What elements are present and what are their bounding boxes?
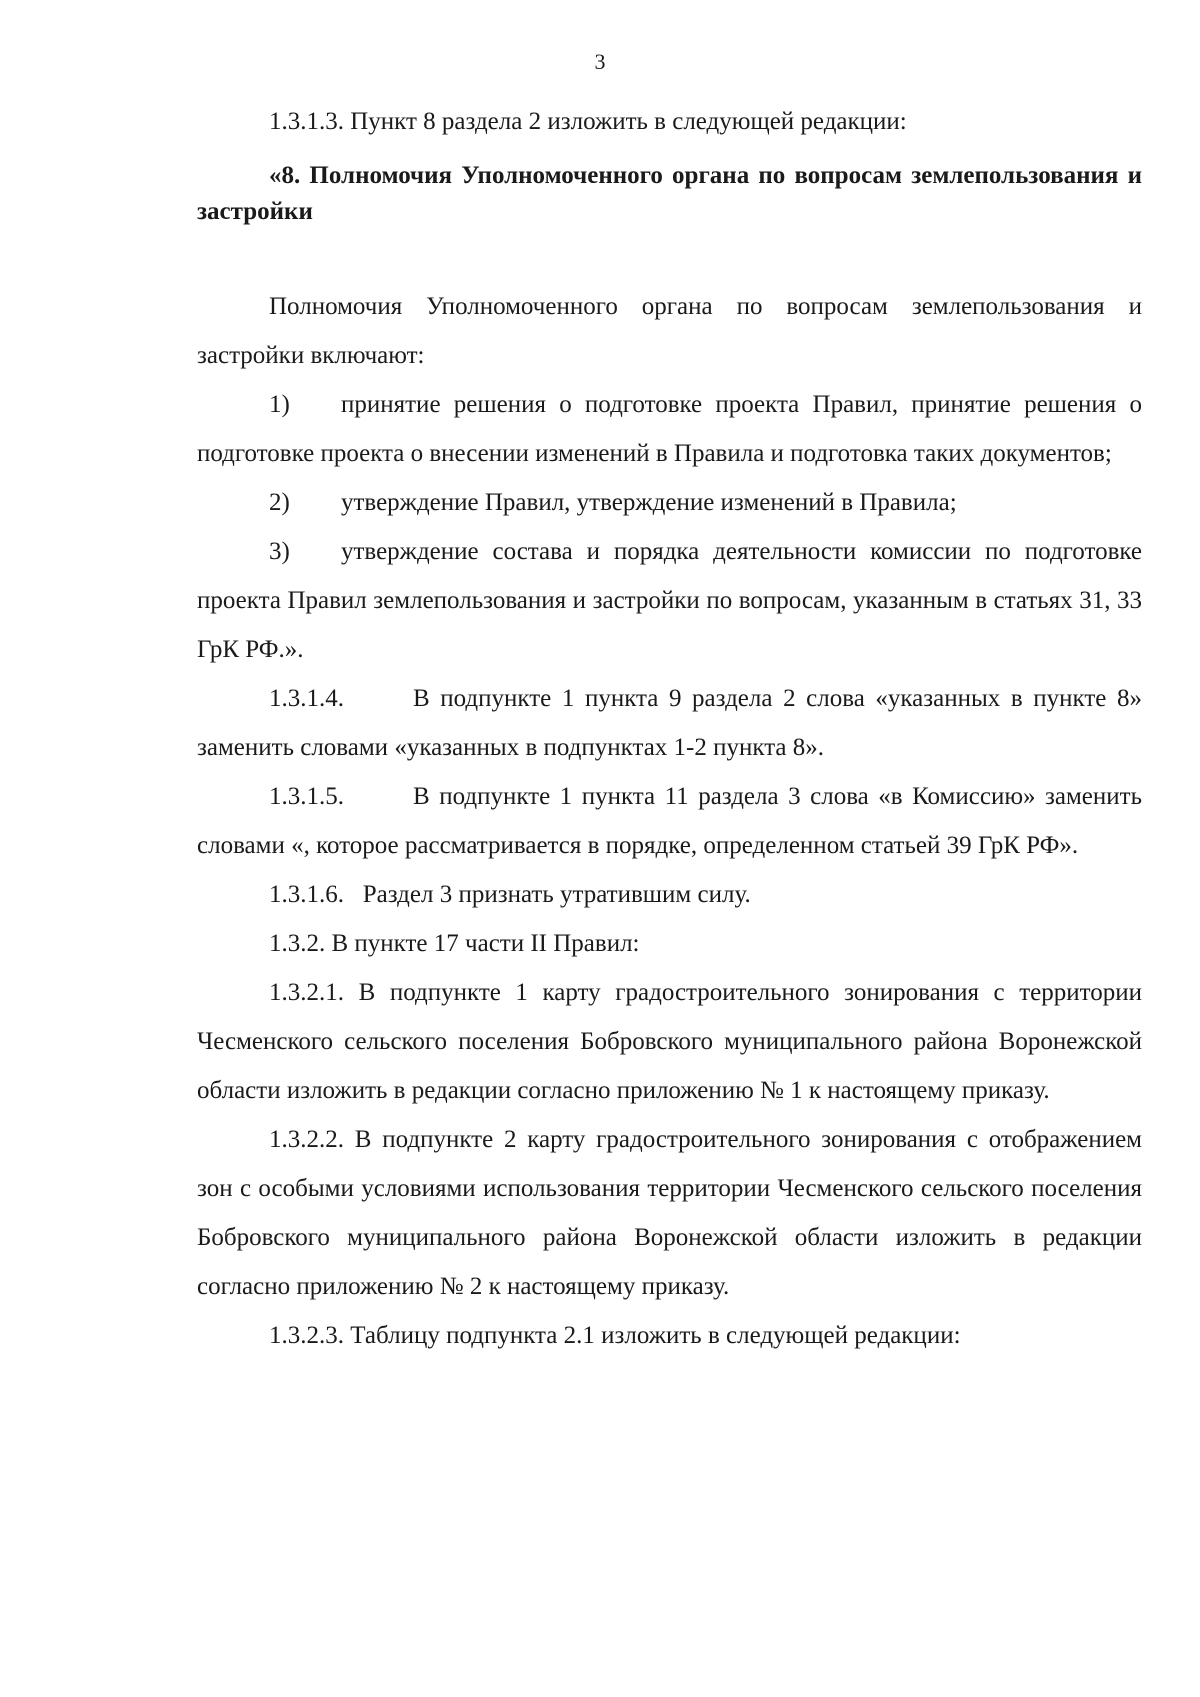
paragraph-1-3-2-3: 1.3.2.3. Таблицу подпункта 2.1 изложить в следующей редакции: — [269, 1322, 961, 1349]
paragraph-1-3-2-1: 1.3.2.1. В подпункте 1 карту градостроительного зонирования с территории Чесменского сельского поселения Бобровского муниципального района Воронежской области изложить в редакции согласно приложению № 1 к настоящему приказу. — [197, 979, 1142, 1104]
paragraph-1-3-1-5-text: В подпункте 1 пункта 11 раздела 3 слова «в Комиссию» заменить словами «, которое рассматривается в порядке, определенном статьей 39 ГрК РФ». — [197, 783, 1142, 859]
paragraph-1-3-1-5-number: 1.3.1.5. — [269, 783, 344, 810]
list-item-1-number: 1) — [269, 391, 290, 418]
list-item-3-number: 3) — [269, 538, 290, 565]
page-number: 3 — [594, 49, 606, 74]
list-item-2-number: 2) — [269, 489, 290, 516]
paragraph-1-3-1-6: 1.3.1.6. Раздел 3 признать утратившим силу. — [269, 881, 751, 908]
paragraph-1-3-2-2: 1.3.2.2. В подпункте 2 карту градостроительного зонирования с отображением зон с особыми условиями использования территории Чесменского сельского поселения Бобровского муниципального района Воронежской области изложить в редакции согласно приложению № 2 к настоящему приказу. — [197, 1126, 1142, 1300]
paragraph-1-3-1-4-number: 1.3.1.4. — [269, 685, 344, 712]
list-item-1-text: принятие решения о подготовке проекта Правил, принятие решения о подготовке проекта о внесении изменений в Правила и подготовка таких документов; — [197, 391, 1142, 467]
list-item-3 — [197, 527, 1142, 674]
list-item-3-text: утверждение состава и порядка деятельности комиссии по подготовке проекта Правил землепользования и застройки по вопросам, указанным в статьях 31, 33 ГрК РФ.». — [197, 538, 1142, 663]
paragraph-1-3-1-3: 1.3.1.3. Пункт 8 раздела 2 изложить в следующей редакции: — [269, 108, 907, 135]
paragraph-1-3-1-4 — [197, 674, 1142, 772]
document-body — [197, 97, 1142, 1360]
paragraph-powers-intro: Полномочия Уполномоченного органа по вопросам землепользования и застройки включают: — [197, 293, 1142, 369]
list-item-2 — [197, 478, 1142, 527]
paragraph-1-3-2: 1.3.2. В пункте 17 части II Правил: — [269, 930, 640, 957]
list-item-2-text: утверждение Правил, утверждение изменений в Правила; — [341, 489, 957, 516]
list-item-1 — [197, 380, 1142, 478]
section-8-title: «8. Полномочия Уполномоченного органа по вопросам землепользования и застройки — [197, 162, 1142, 225]
paragraph-1-3-1-5 — [197, 772, 1142, 870]
paragraph-1-3-1-4-text: В подпункте 1 пункта 9 раздела 2 слова «указанных в пункте 8» заменить словами «указанных в подпунктах 1-2 пункта 8». — [197, 685, 1142, 761]
